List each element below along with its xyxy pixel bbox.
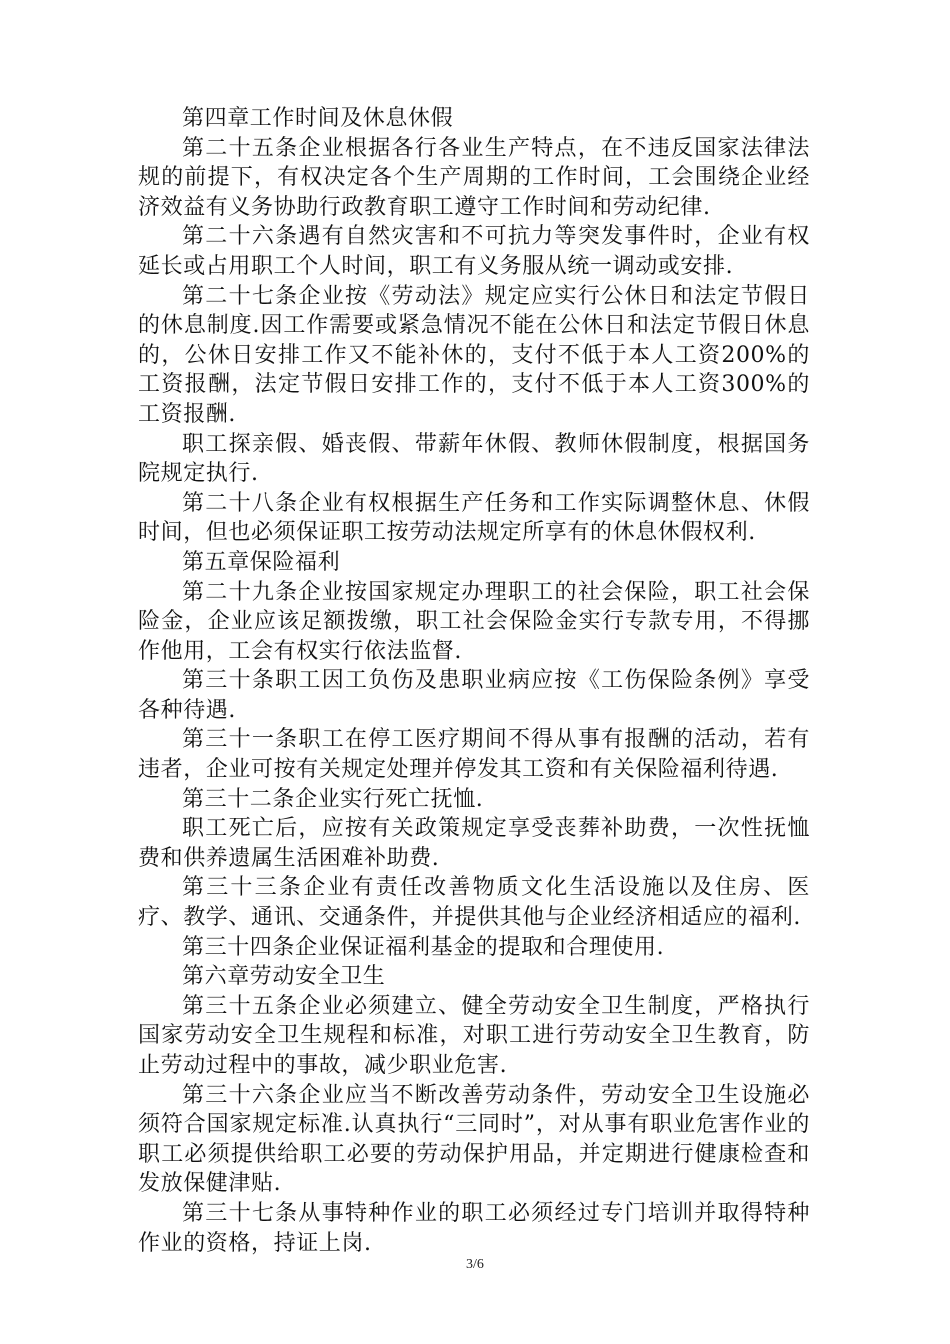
chapter-heading: 第四章工作时间及休息休假 <box>182 106 454 131</box>
document-body <box>138 104 810 1258</box>
article-35: 第三十五条企业必须建立、健全劳动安全卫生制度，严格执行国家劳动安全卫生规程和标准，对职工进行劳动安全卫生教育，防止劳动过程中的事故，减少职业危害. <box>138 993 810 1078</box>
article-29: 第二十九条企业按国家规定办理职工的社会保险，职工社会保险金，企业应该足额拨缴，职工社会保险金实行专款专用，不得挪作他用，工会有权实行依法监督. <box>138 579 810 664</box>
article-28: 第二十八条企业有权根据生产任务和工作实际调整休息、休假时间，但也必须保证职工按劳动法规定所享有的休息休假权利. <box>138 490 810 546</box>
article-26: 第二十六条遇有自然灾害和不可抗力等突发事件时，企业有权延长或占用职工个人时间，职工有义务服从统一调动或安排. <box>138 224 810 279</box>
chapter-heading: 第五章保险福利 <box>182 549 341 575</box>
article-34: 第三十四条企业保证福利基金的提取和合理使用. <box>182 934 665 960</box>
article-30: 第三十条职工因工负伤及患职业病应按《工伤保险条例》享受各种待遇. <box>138 668 810 723</box>
article-25: 第二十五条企业根据各行各业生产特点，在不违反国家法律法规的前提下，有权决定各个生产周期的工作时间，工会围绕企业经济效益有义务协助行政教育职工遵守工作时间和劳动纪律. <box>138 135 810 220</box>
article-32: 第三十二条企业实行死亡抚恤. <box>182 786 484 812</box>
article-27: 第二十七条企业按《劳动法》规定应实行公休日和法定节假日的休息制度.因工作需要或紧急情况不能在公休日和法定节假日休息的，公休日安排工作又不能补休的，支付不低于本人工资200%的工资报酬，法定节假日安排工作的，支付不低于本人工资300%的工资报酬. <box>138 283 810 427</box>
death-benefit-clause: 职工死亡后，应按有关政策规定享受丧葬补助费，一次性抚恤费和供养遗属生活困难补助费. <box>138 816 810 871</box>
page-number: 3/6 <box>466 1257 484 1272</box>
leave-clause: 职工探亲假、婚丧假、带薪年休假、教师休假制度，根据国务院规定执行. <box>138 431 810 487</box>
chapter-heading: 第六章劳动安全卫生 <box>182 964 386 990</box>
article-36: 第三十六条企业应当不断改善劳动条件，劳动安全卫生设施必须符合国家规定标准.认真执行“三同时”，对从事有职业危害作业的职工必须提供给职工必要的劳动保护用品，并定期进行健康检查和发放保健津贴. <box>138 1082 810 1197</box>
article-31: 第三十一条职工在停工医疗期间不得从事有报酬的活动，若有违者，企业可按有关规定处理并停发其工资和有关保险福利待遇. <box>138 727 810 783</box>
article-33: 第三十三条企业有责任改善物质文化生活设施以及住房、医疗、教学、通讯、交通条件，并提供其他与企业经济相适应的福利. <box>138 875 810 931</box>
article-37: 第三十七条从事特种作业的职工必须经过专门培训并取得特种作业的资格，持证上岗. <box>138 1200 810 1256</box>
